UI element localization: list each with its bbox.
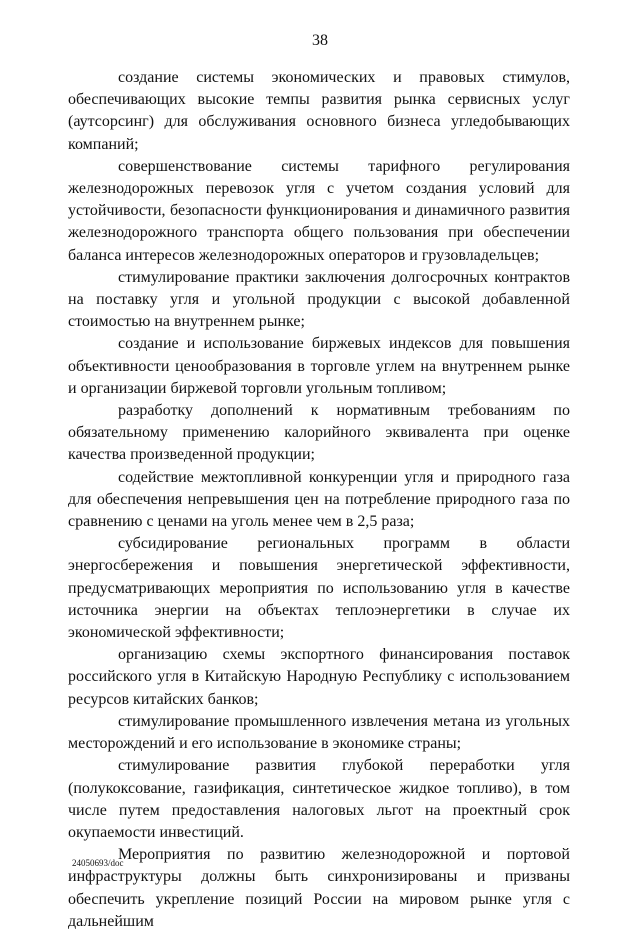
paragraph: разработку дополнений к нормативным требованиям по обязательному применению калорийного эквивалента при оценке качества произведенной продукции; bbox=[68, 402, 570, 464]
page-number: 38 bbox=[312, 32, 328, 49]
paragraph: субсидирование региональных программ в области энергосбережения и повышения энергетической эффективности, предусматривающих мероприятия по использованию угля в качестве источника энергии на объектах теплоэнергетики в случае их экономической эффективности; bbox=[68, 535, 570, 642]
paragraph: Мероприятия по развитию железнодорожной и портовой инфраструктуры должны быть синхронизированы и призваны обеспечить укрепление позиций России на мировом рынке угля с дальнейшим bbox=[68, 846, 570, 930]
paragraph: совершенствование системы тарифного регулирования железнодорожных перевозок угля с учетом создания условий для устойчивости, безопасности функционирования и динамичного развития железнодорожного транспорта общего пользования при обеспечении баланса интересов железнодорожных операторов и грузовладельцев; bbox=[68, 157, 570, 264]
paragraph: стимулирование промышленного извлечения метана из угольных месторождений и его использование в экономике страны; bbox=[68, 712, 570, 753]
paragraph: создание и использование биржевых индексов для повышения объективности ценообразования в торговле углем на внутреннем рынке и организации биржевой торговли угольным топливом; bbox=[68, 335, 570, 397]
paragraph: стимулирование развития глубокой переработки угля (полукоксование, газификация, синтетическое жидкое топливо), в том числе путем предоставления налоговых льгот на проектный срок окупаемости инвестиций. bbox=[68, 757, 570, 841]
paragraph: стимулирование практики заключения долгосрочных контрактов на поставку угля и угольной продукции с высокой добавленной стоимостью на внутреннем рынке; bbox=[68, 268, 570, 331]
document-body bbox=[68, 67, 570, 933]
paragraph: содействие межтопливной конкуренции угля и природного газа для обеспечения непревышения цен на потребление природного газа по сравнению с ценами на уголь менее чем в 2,5 раза; bbox=[68, 468, 570, 531]
document-code: 24050693/doc bbox=[72, 858, 124, 868]
paragraph: создание системы экономических и правовых стимулов, обеспечивающих высокие темпы развития рынка сервисных услуг (аутсорсинг) для обслуживания основного бизнеса угледобывающих компаний; bbox=[68, 69, 570, 153]
paragraph: организацию схемы экспортного финансирования поставок российского угля в Китайскую Народную Республику с использованием ресурсов китайских банков; bbox=[68, 646, 570, 708]
